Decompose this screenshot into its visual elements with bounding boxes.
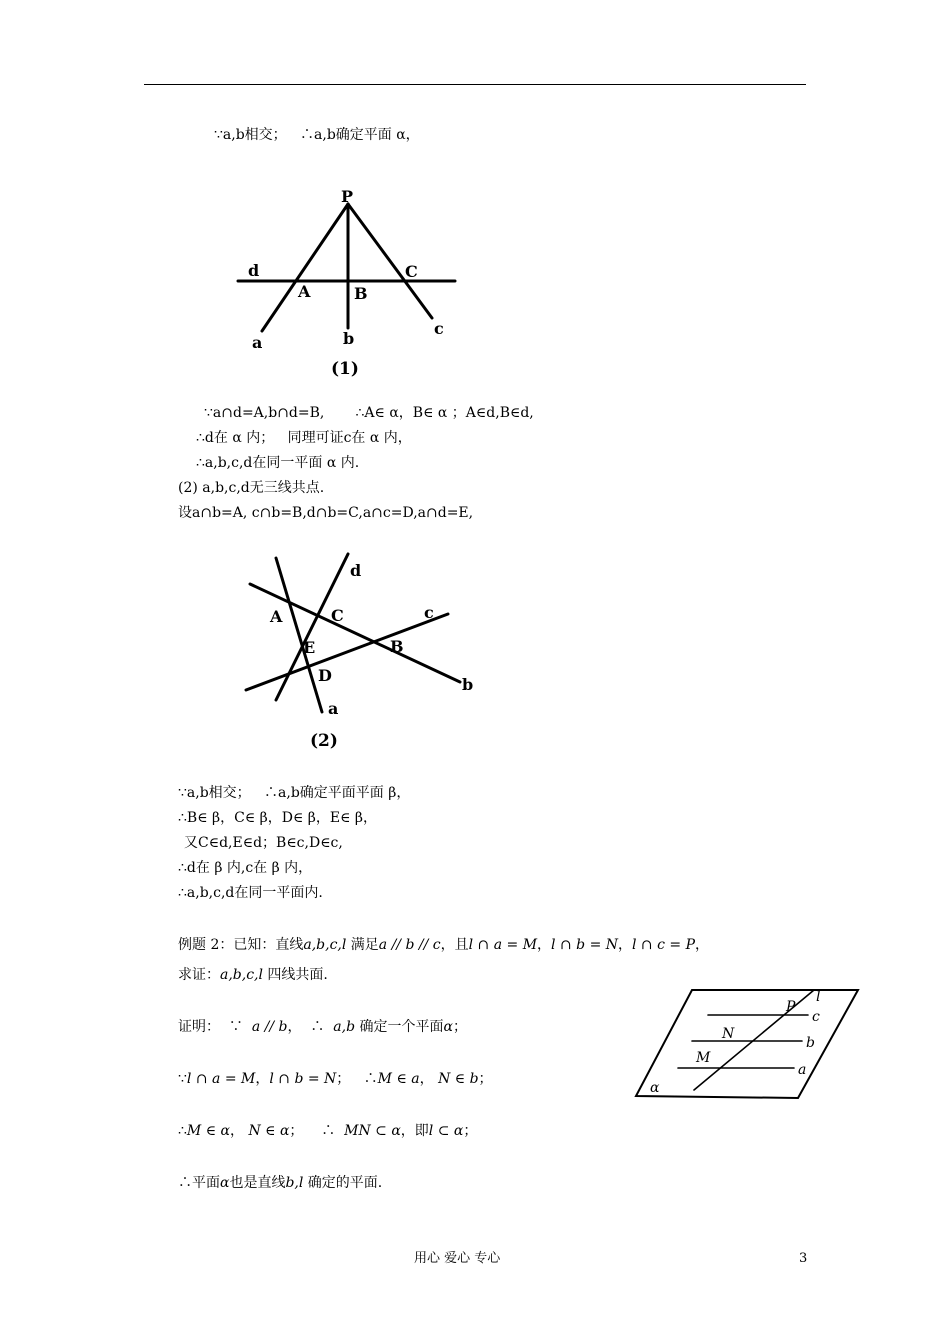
label-B: B [390, 637, 404, 656]
text-line: ∴B∈ β，C∈ β，D∈ β，E∈ β， [178, 810, 377, 826]
text-line: 又C∈d,E∈d；B∈c,D∈c, [184, 835, 343, 851]
figure-1 [230, 186, 470, 381]
label-l: l [816, 989, 821, 1005]
label-N: N [722, 1026, 735, 1042]
label-a: a [798, 1062, 807, 1078]
label-C: C [405, 262, 418, 281]
line-l [694, 990, 814, 1090]
page-number: 3 [799, 1251, 808, 1266]
label-D: D [318, 666, 332, 685]
label-c: c [434, 319, 444, 338]
text-line: (2) a,b,c,d无三线共点. [178, 480, 325, 496]
label-c: c [424, 603, 434, 622]
label-E: E [303, 638, 316, 657]
label-A: A [270, 607, 283, 626]
label-c: c [812, 1009, 820, 1025]
text-line: ∵a∩d=A,b∩d=B, ∴A∈ α，B∈ α ；A∈d,B∈d, [204, 405, 534, 421]
proof-line-4: ∴平面α也是直线b,l 确定的平面. [178, 1175, 383, 1191]
label-P: P [786, 999, 796, 1015]
proof-line-1: 证明： ∵ a // b， ∴ a,b 确定一个平面α； [178, 1019, 467, 1035]
line-a [262, 204, 348, 331]
example-given: 例题 2：已知：直线a,b,c,l 满足a // b // c，且l ∩ a = M，l ∩ b = N，l ∩ c = P， [178, 937, 709, 953]
example-prove: 求证：a,b,c,l 四线共面. [178, 967, 328, 983]
proof-line-3: ∴M ∈ α， N ∈ α； ∴ MN ⊂ α，即l ⊂ α； [178, 1123, 478, 1139]
label-a: a [328, 699, 339, 718]
figure-2-caption: (2) [310, 731, 338, 751]
label-alpha: α [650, 1080, 660, 1096]
label-b: b [462, 675, 474, 694]
figure-1-caption: (1) [331, 359, 359, 379]
label-A: A [298, 282, 311, 301]
label-C: C [331, 606, 344, 625]
proof-line-2: ∵l ∩ a = M，l ∩ b = N； ∴M ∈ a， N ∈ b； [178, 1071, 493, 1087]
text-line: 设a∩b=A, c∩b=B,d∩b=C,a∩c=D,a∩d=E, [178, 505, 474, 521]
header-rule [144, 84, 806, 85]
label-a: a [252, 333, 263, 352]
figure-3 [630, 984, 862, 1102]
label-b: b [343, 329, 355, 348]
text-line: ∵a,b相交； ∴a,b确定平面 α， [214, 127, 420, 143]
label-P: P [341, 187, 354, 206]
footer-text: 用心 爱心 专心 [414, 1251, 501, 1266]
figure-2 [236, 550, 486, 755]
label-B: B [354, 284, 368, 303]
text-line: ∴a,b,c,d在同一平面内. [178, 885, 323, 901]
plane-alpha [636, 990, 858, 1098]
label-M: M [696, 1050, 711, 1066]
text-line: ∴d在 β 内,c在 β 内， [178, 860, 313, 876]
label-d: d [350, 561, 362, 580]
label-d: d [248, 261, 260, 280]
line-b [250, 584, 460, 682]
text-line: ∴a,b,c,d在同一平面 α 内. [196, 455, 360, 471]
label-b: b [806, 1035, 815, 1051]
text-line: ∴d在 α 内； 同理可证c在 α 内， [196, 430, 412, 446]
text-line: ∵a,b相交； ∴a,b确定平面平面 β， [178, 785, 411, 801]
